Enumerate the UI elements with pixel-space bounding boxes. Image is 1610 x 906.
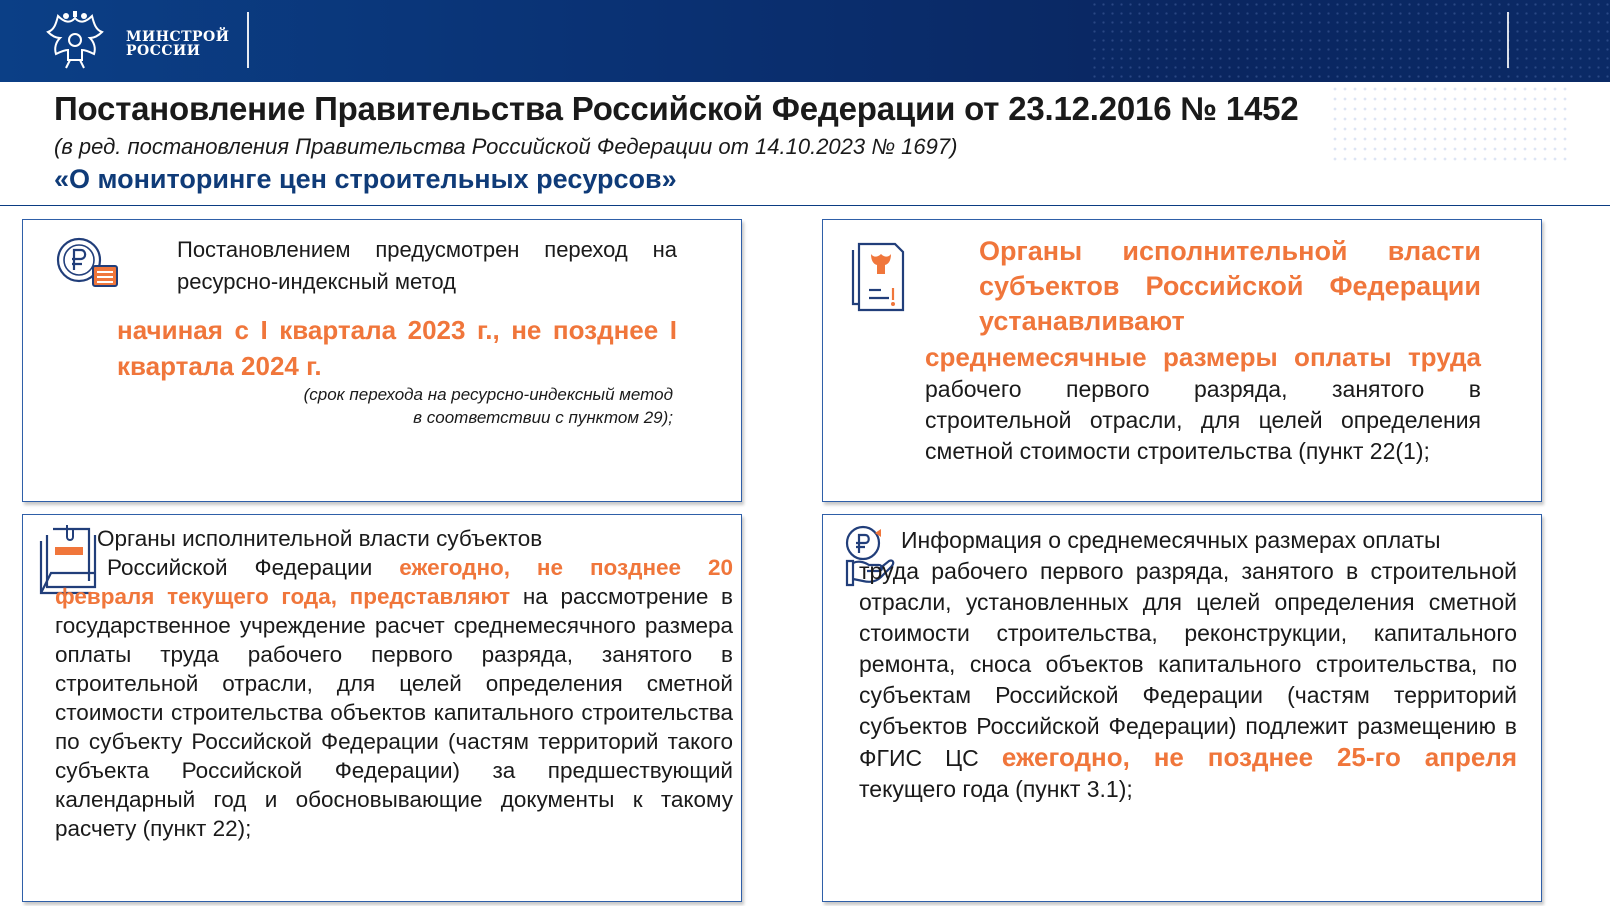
page-title: Постановление Правительства Российской Федерации от 23.12.2016 № 1452 xyxy=(54,90,1299,127)
card4-body: труда рабочего первого разряда, занятого в строительной отрасли, установленных для целей определения сметной стоимости строительства, реконструкции, капитального ремонта, сноса объектов капитального строительства, по субъектам Российской Федерации (частям территорий субъектов Российской Федерации) подлежит размещению в ФГИС ЦС xyxy=(859,558,1517,771)
header-right-divider xyxy=(1507,12,1509,68)
card4-end: текущего года (пункт 3.1); xyxy=(859,776,1133,802)
ruble-coin-icon xyxy=(55,236,121,294)
card4-line1: Информация о среднемесячных размерах оплаты xyxy=(901,527,1441,553)
logo-divider xyxy=(247,12,249,68)
card3-line1: Органы исполнительной власти субъектов xyxy=(97,526,543,551)
logo-line-1: МИНСТРОЙ xyxy=(126,29,230,45)
logo-text xyxy=(126,30,229,58)
card3-text xyxy=(55,524,733,843)
logo-line-2: РОССИИ xyxy=(126,43,201,59)
card3-highlight: ежегодно, не позднее 20 февраля текущего года, представляют xyxy=(55,555,733,609)
card2-heading: Органы исполнительной власти субъектов Российской Федерации устанавливают xyxy=(979,236,1481,336)
card1-intro: Постановлением предусмотрен переход на ресурсно-индексный метод xyxy=(177,237,677,294)
card2-body: рабочего первого разряда, занятого в строительной отрасли, для целей определения сметной стоимости строительства (пункт 22(1); xyxy=(925,376,1481,464)
government-document-icon xyxy=(849,240,907,312)
card1-deadline: начиная с I квартала 2023 г., не позднее I квартала 2024 г. xyxy=(117,315,677,381)
page-subtitle: (в ред. постановления Правительства Российской Федерации от 14.10.2023 № 1697) xyxy=(54,134,958,159)
decorative-dots xyxy=(1330,84,1570,164)
card1-note-line1: (срок перехода на ресурсно-индексный метод xyxy=(303,385,673,404)
card-wage-establishment xyxy=(822,219,1542,502)
card1-note xyxy=(117,383,673,429)
title-divider xyxy=(0,205,1610,206)
card4-text xyxy=(859,525,1517,805)
card3-body: на рассмотрение в государственное учреждение расчет среднемесячного размера оплаты труда рабочего первого разряда, занятого в строительной отрасли, для целей определения сметной стоимости строительства объектов капитального строительства по субъекту Российской Федерации (частям территорий такого субъекта Российской Федерации) за предшествующий календарный год и обосновывающие документы к такому расчету (пункт 22); xyxy=(55,584,733,841)
card3-line2: Российской Федерации xyxy=(107,555,373,580)
card2-text xyxy=(925,342,1481,467)
card-fgis-publication xyxy=(822,514,1542,902)
resolution-name: «О мониторинге цен строительных ресурсов» xyxy=(54,164,677,194)
card-transition-method xyxy=(22,219,742,502)
header-bar xyxy=(0,0,1610,82)
card2-highlight: среднемесячные размеры оплаты труда xyxy=(925,342,1481,372)
card1-note-line2: в соответствии с пунктом 29); xyxy=(413,408,673,427)
double-headed-eagle-icon xyxy=(42,10,108,72)
card4-highlight: ежегодно, не позднее 25-го апреля xyxy=(1001,742,1517,772)
card-annual-submission xyxy=(22,514,742,902)
